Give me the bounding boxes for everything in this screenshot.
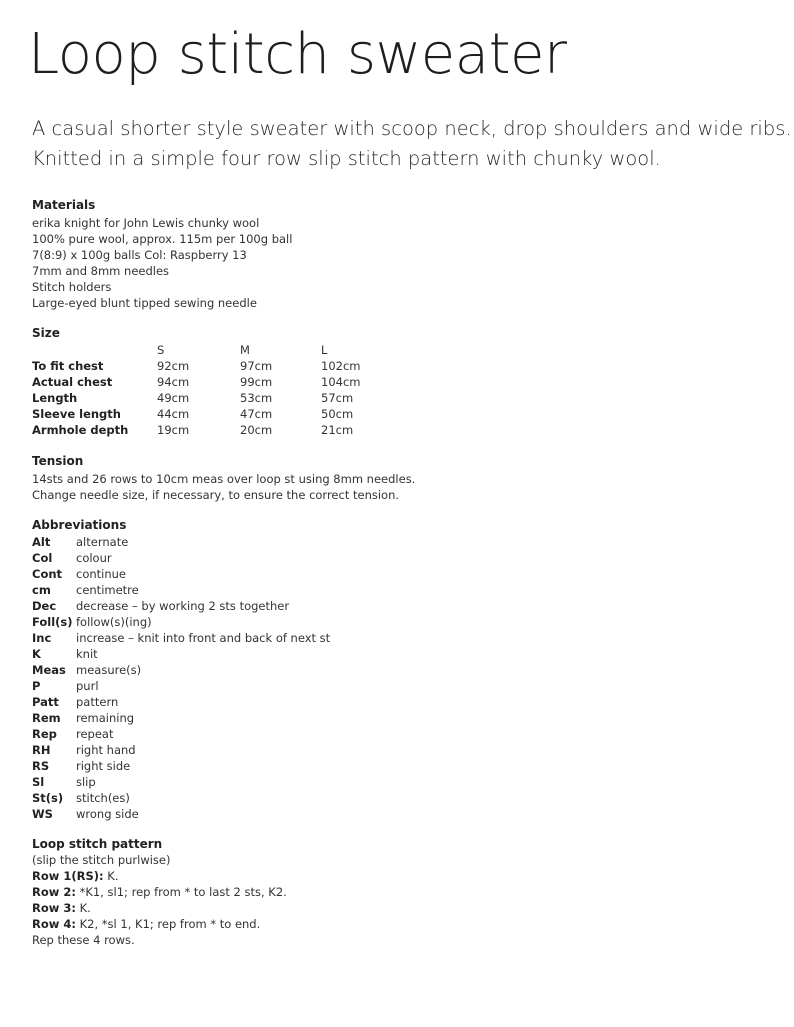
pattern-row-text: K2, *sl 1, K1; rep from * to end. — [75, 917, 261, 931]
table-row — [32, 406, 381, 422]
abbreviation-code: cm — [32, 583, 51, 597]
size-cell: 47cm — [240, 407, 273, 421]
size-row-label: To fit chest — [32, 359, 104, 373]
pattern-row — [32, 900, 287, 916]
size-cell: 97cm — [240, 359, 273, 373]
list-item — [32, 646, 330, 662]
pattern-row-text: *K1, sl1; rep from * to last 2 sts, K2. — [75, 885, 287, 899]
abbreviation-code: Patt — [32, 695, 59, 709]
pattern-row-label: Row 3: — [32, 901, 76, 915]
abbreviation-meaning: alternate — [76, 535, 129, 549]
size-cell: 50cm — [321, 407, 354, 421]
abbreviation-code: Alt — [32, 535, 51, 549]
abbreviation-meaning: purl — [76, 679, 99, 693]
abbreviation-meaning: stitch(es) — [76, 791, 130, 805]
page-title: Loop stitch sweater — [28, 22, 567, 87]
tension-heading: Tension — [32, 454, 84, 468]
abbreviation-code: P — [32, 679, 41, 693]
intro-line: A casual shorter style sweater with scoop neck, drop shoulders and wide ribs. — [32, 117, 792, 140]
pattern-note: (slip the stitch purlwise) — [32, 853, 171, 867]
abbreviation-meaning: wrong side — [76, 807, 139, 821]
size-cell: 21cm — [321, 423, 354, 437]
size-cell: 19cm — [157, 423, 190, 437]
abbreviation-code: RS — [32, 759, 50, 773]
materials-line: 7(8:9) x 100g balls Col: Raspberry 13 — [32, 248, 247, 262]
materials-line: Large-eyed blunt tipped sewing needle — [32, 296, 257, 310]
size-cell: 104cm — [321, 375, 361, 389]
pattern-row-text: K. — [75, 901, 91, 915]
materials-line: 7mm and 8mm needles — [32, 264, 170, 278]
pattern-heading: Loop stitch pattern — [32, 837, 163, 851]
abbreviation-code: Inc — [32, 631, 52, 645]
list-item — [32, 630, 330, 646]
abbreviation-code: Col — [32, 551, 53, 565]
list-item — [32, 806, 330, 822]
list-item — [32, 726, 330, 742]
materials-line: erika knight for John Lewis chunky wool — [32, 216, 260, 230]
size-table — [32, 342, 381, 438]
list-item — [32, 550, 330, 566]
list-item — [32, 582, 330, 598]
size-column-m: M — [240, 343, 250, 357]
abbreviation-meaning: centimetre — [76, 583, 139, 597]
pattern-row-label: Row 4: — [32, 917, 76, 931]
abbreviations-heading: Abbreviations — [32, 518, 127, 532]
pattern-row-text: K. — [103, 869, 119, 883]
abbreviation-meaning: right hand — [76, 743, 136, 757]
size-cell: 102cm — [321, 359, 361, 373]
pattern-row — [32, 916, 287, 932]
table-row — [32, 390, 381, 406]
abbreviation-code: RH — [32, 743, 51, 757]
size-cell: 92cm — [157, 359, 190, 373]
size-header-row — [32, 342, 381, 358]
list-item — [32, 790, 330, 806]
table-row — [32, 374, 381, 390]
list-item — [32, 694, 330, 710]
pattern-row — [32, 868, 287, 884]
abbreviation-meaning: knit — [76, 647, 98, 661]
size-cell: 94cm — [157, 375, 190, 389]
list-item — [32, 758, 330, 774]
table-row — [32, 422, 381, 438]
size-heading: Size — [32, 326, 60, 340]
abbreviation-code: St(s) — [32, 791, 64, 805]
pattern-rows — [32, 868, 287, 948]
tension-text — [32, 471, 415, 503]
abbreviation-code: WS — [32, 807, 53, 821]
pattern-row — [32, 884, 287, 900]
materials-line: 100% pure wool, approx. 115m per 100g ball — [32, 232, 293, 246]
size-column-s: S — [157, 343, 165, 357]
abbreviation-meaning: remaining — [76, 711, 135, 725]
pattern-row-label: Row 2: — [32, 885, 76, 899]
abbreviation-meaning: repeat — [76, 727, 114, 741]
abbreviation-code: Dec — [32, 599, 57, 613]
size-corner — [32, 342, 157, 358]
abbreviation-meaning: increase – knit into front and back of next st — [76, 631, 331, 645]
size-cell: 20cm — [240, 423, 273, 437]
size-cell: 53cm — [240, 391, 273, 405]
tension-line: Change needle size, if necessary, to ensure the correct tension. — [32, 488, 400, 502]
abbreviation-code: Meas — [32, 663, 66, 677]
size-cell: 57cm — [321, 391, 354, 405]
size-row-label: Sleeve length — [32, 407, 121, 421]
abbreviation-code: Rem — [32, 711, 61, 725]
size-column-l: L — [321, 343, 328, 357]
pattern-note-list — [32, 852, 171, 868]
abbreviation-meaning: decrease – by working 2 sts together — [76, 599, 290, 613]
table-row — [32, 358, 381, 374]
intro-text — [32, 114, 792, 174]
size-row-label: Length — [32, 391, 78, 405]
size-row-label: Actual chest — [32, 375, 113, 389]
abbreviation-code: Foll(s) — [32, 615, 73, 629]
materials-line: Stitch holders — [32, 280, 112, 294]
size-cell: 49cm — [157, 391, 190, 405]
list-item — [32, 534, 330, 550]
abbreviation-meaning: right side — [76, 759, 131, 773]
abbreviation-meaning: follow(s)(ing) — [76, 615, 152, 629]
pattern-footer: Rep these 4 rows. — [32, 933, 135, 947]
pattern-row-label: Row 1(RS): — [32, 869, 104, 883]
list-item — [32, 598, 330, 614]
abbreviation-code: Sl — [32, 775, 45, 789]
materials-heading: Materials — [32, 198, 96, 212]
size-row-label: Armhole depth — [32, 423, 129, 437]
list-item — [32, 710, 330, 726]
abbreviation-meaning: slip — [76, 775, 96, 789]
abbreviation-meaning: continue — [76, 567, 127, 581]
abbreviation-code: Rep — [32, 727, 57, 741]
list-item — [32, 566, 330, 582]
intro-line: Knitted in a simple four row slip stitch pattern with chunky wool. — [32, 147, 661, 170]
abbreviation-code: Cont — [32, 567, 63, 581]
abbreviations-table — [32, 534, 330, 822]
abbreviation-code: K — [32, 647, 41, 661]
abbreviation-meaning: pattern — [76, 695, 119, 709]
materials-list — [32, 215, 292, 311]
list-item — [32, 742, 330, 758]
list-item — [32, 678, 330, 694]
tension-line: 14sts and 26 rows to 10cm meas over loop st using 8mm needles. — [32, 472, 416, 486]
size-cell: 99cm — [240, 375, 273, 389]
size-cell: 44cm — [157, 407, 190, 421]
abbreviation-meaning: measure(s) — [76, 663, 142, 677]
list-item — [32, 614, 330, 630]
list-item — [32, 662, 330, 678]
abbreviation-meaning: colour — [76, 551, 112, 565]
list-item — [32, 774, 330, 790]
